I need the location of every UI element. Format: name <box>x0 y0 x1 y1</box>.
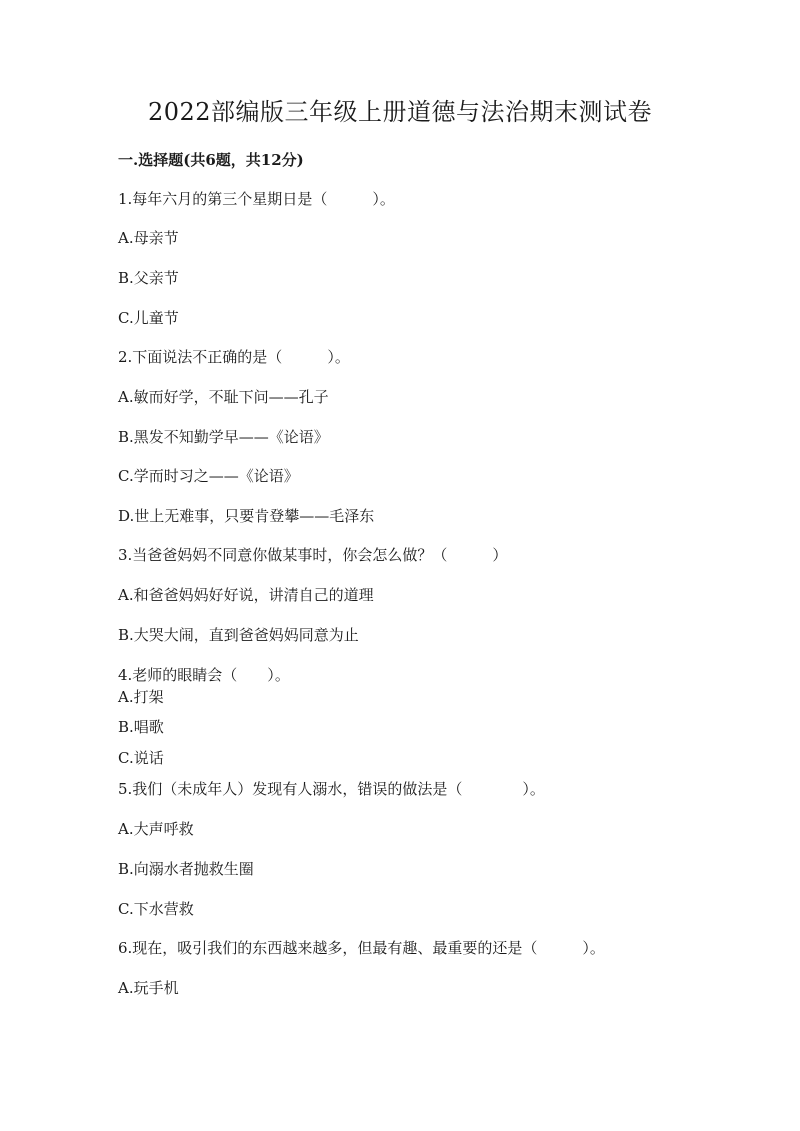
q2-option-d: D.世上无难事，只要肯登攀——毛泽东 <box>118 507 375 525</box>
q4-option-c: C.说话 <box>118 749 164 767</box>
q2-option-a: A.敏而好学，不耻下问——孔子 <box>118 388 329 406</box>
q5-option-a: A.大声呼救 <box>118 820 194 838</box>
question-2: 2.下面说法不正确的是（ ）。 <box>118 348 350 366</box>
q1-option-b: B.父亲节 <box>118 269 179 287</box>
section-heading: 一.选择题(共6题，共12分) <box>118 151 304 169</box>
q1-option-c: C.儿童节 <box>118 309 179 327</box>
page-title: 2022部编版三年级上册道德与法治期末测试卷 <box>147 98 653 126</box>
q5-option-c: C.下水营救 <box>118 900 194 918</box>
q2-option-c: C.学而时习之——《论语》 <box>118 467 299 485</box>
question-4: 4.老师的眼睛会（ ）。 <box>118 666 290 684</box>
question-1: 1.每年六月的第三个星期日是（ ）。 <box>118 190 395 208</box>
q3-option-a: A.和爸爸妈妈好好说，讲清自己的道理 <box>118 586 374 604</box>
question-5: 5.我们（未成年人）发现有人溺水，错误的做法是（ ）。 <box>118 780 545 798</box>
q5-option-b: B.向溺水者抛救生圈 <box>118 860 254 878</box>
question-6: 6.现在，吸引我们的东西越来越多，但最有趣、最重要的还是（ ）。 <box>118 939 605 957</box>
question-3: 3.当爸爸妈妈不同意你做某事时，你会怎么做？（ ） <box>118 546 508 564</box>
q4-option-a: A.打架 <box>118 688 164 706</box>
q4-option-b: B.唱歌 <box>118 718 164 736</box>
q2-option-b: B.黑发不知勤学早——《论语》 <box>118 428 329 446</box>
q3-option-b: B.大哭大闹，直到爸爸妈妈同意为止 <box>118 626 359 644</box>
q6-option-a: A.玩手机 <box>118 979 179 997</box>
q1-option-a: A.母亲节 <box>118 229 179 247</box>
